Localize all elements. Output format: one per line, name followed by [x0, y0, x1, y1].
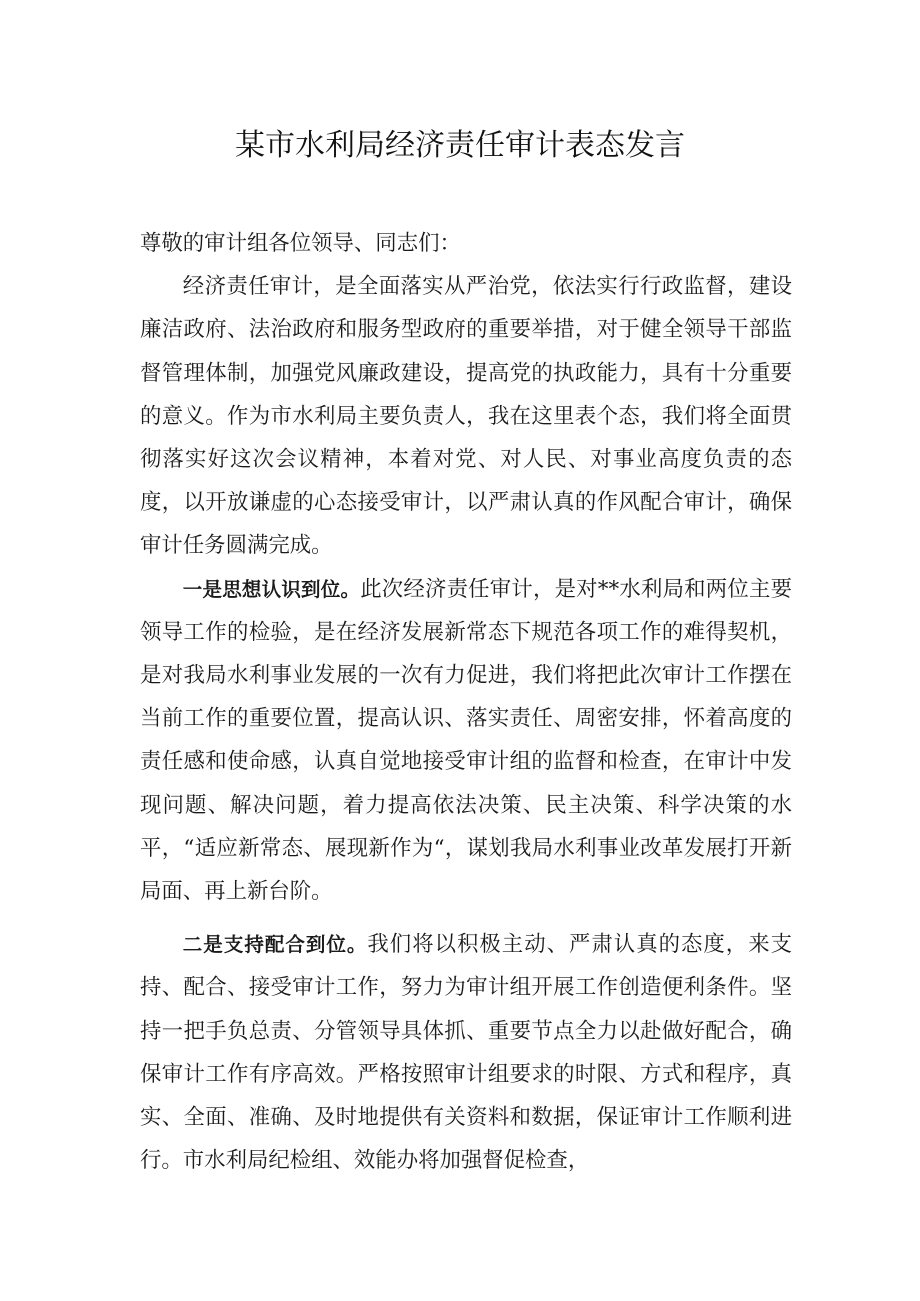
paragraph-point-1: [140, 568, 792, 914]
document-body: [140, 222, 792, 1182]
paragraph-lead: 二是支持配合到位。: [182, 933, 368, 957]
document-title: 某市水利局经济责任审计表态发言: [235, 128, 685, 163]
paragraph-point-2: [140, 923, 792, 1182]
paragraph-text: 我们将以积极主动、严肃认真的态度，来支持、配合、接受审计工作，努力为审计组开展工作创造便利条件。坚持一把手负总责、分管领导具体抓、重要节点全力以赴做好配合，确保审计工作有序高效。严格按照审计组要求的时限、方式和程序，真实、全面、准确、及时地提供有关资料和数据，保证审计工作顺利进行。市水利局纪检组、效能办将加强督促检查，: [140, 932, 792, 1174]
paragraph-text: 此次经济责任审计，是对**水利局和两位主要领导工作的检验，是在经济发展新常态下规范各项工作的难得契机，是对我局水利事业发展的一次有力促进，我们将把此次审计工作摆在当前工作的重要位置，提高认识、落实责任、周密安排，怀着高度的责任感和使命感，认真自觉地接受审计组的监督和检查，在审计中发现问题、解决问题，着力提高依法决策、民主决策、科学决策的水平，“适应新常态、展现新作为“，谋划我局水利事业改革发展打开新局面、再上新台阶。: [140, 576, 792, 905]
paragraph-lead: 一是思想认识到位。: [182, 577, 361, 601]
paragraph-text: 经济责任审计，是全面落实从严治党，依法实行行政监督，建设廉洁政府、法治政府和服务型政府的重要举措，对于健全领导干部监督管理体制，加强党风廉政建设，提高党的执政能力，具有十分重要的意义。作为市水利局主要负责人，我在这里表个态，我们将全面贯彻落实好这次会议精神，本着对党、对人民、对事业高度负责的态度，以开放谦虚的心态接受审计，以严肃认真的作风配合审计，确保审计任务圆满完成。: [140, 274, 792, 559]
salutation: 尊敬的审计组各位领导、同志们：: [140, 231, 461, 256]
paragraph-intro: [140, 265, 792, 567]
